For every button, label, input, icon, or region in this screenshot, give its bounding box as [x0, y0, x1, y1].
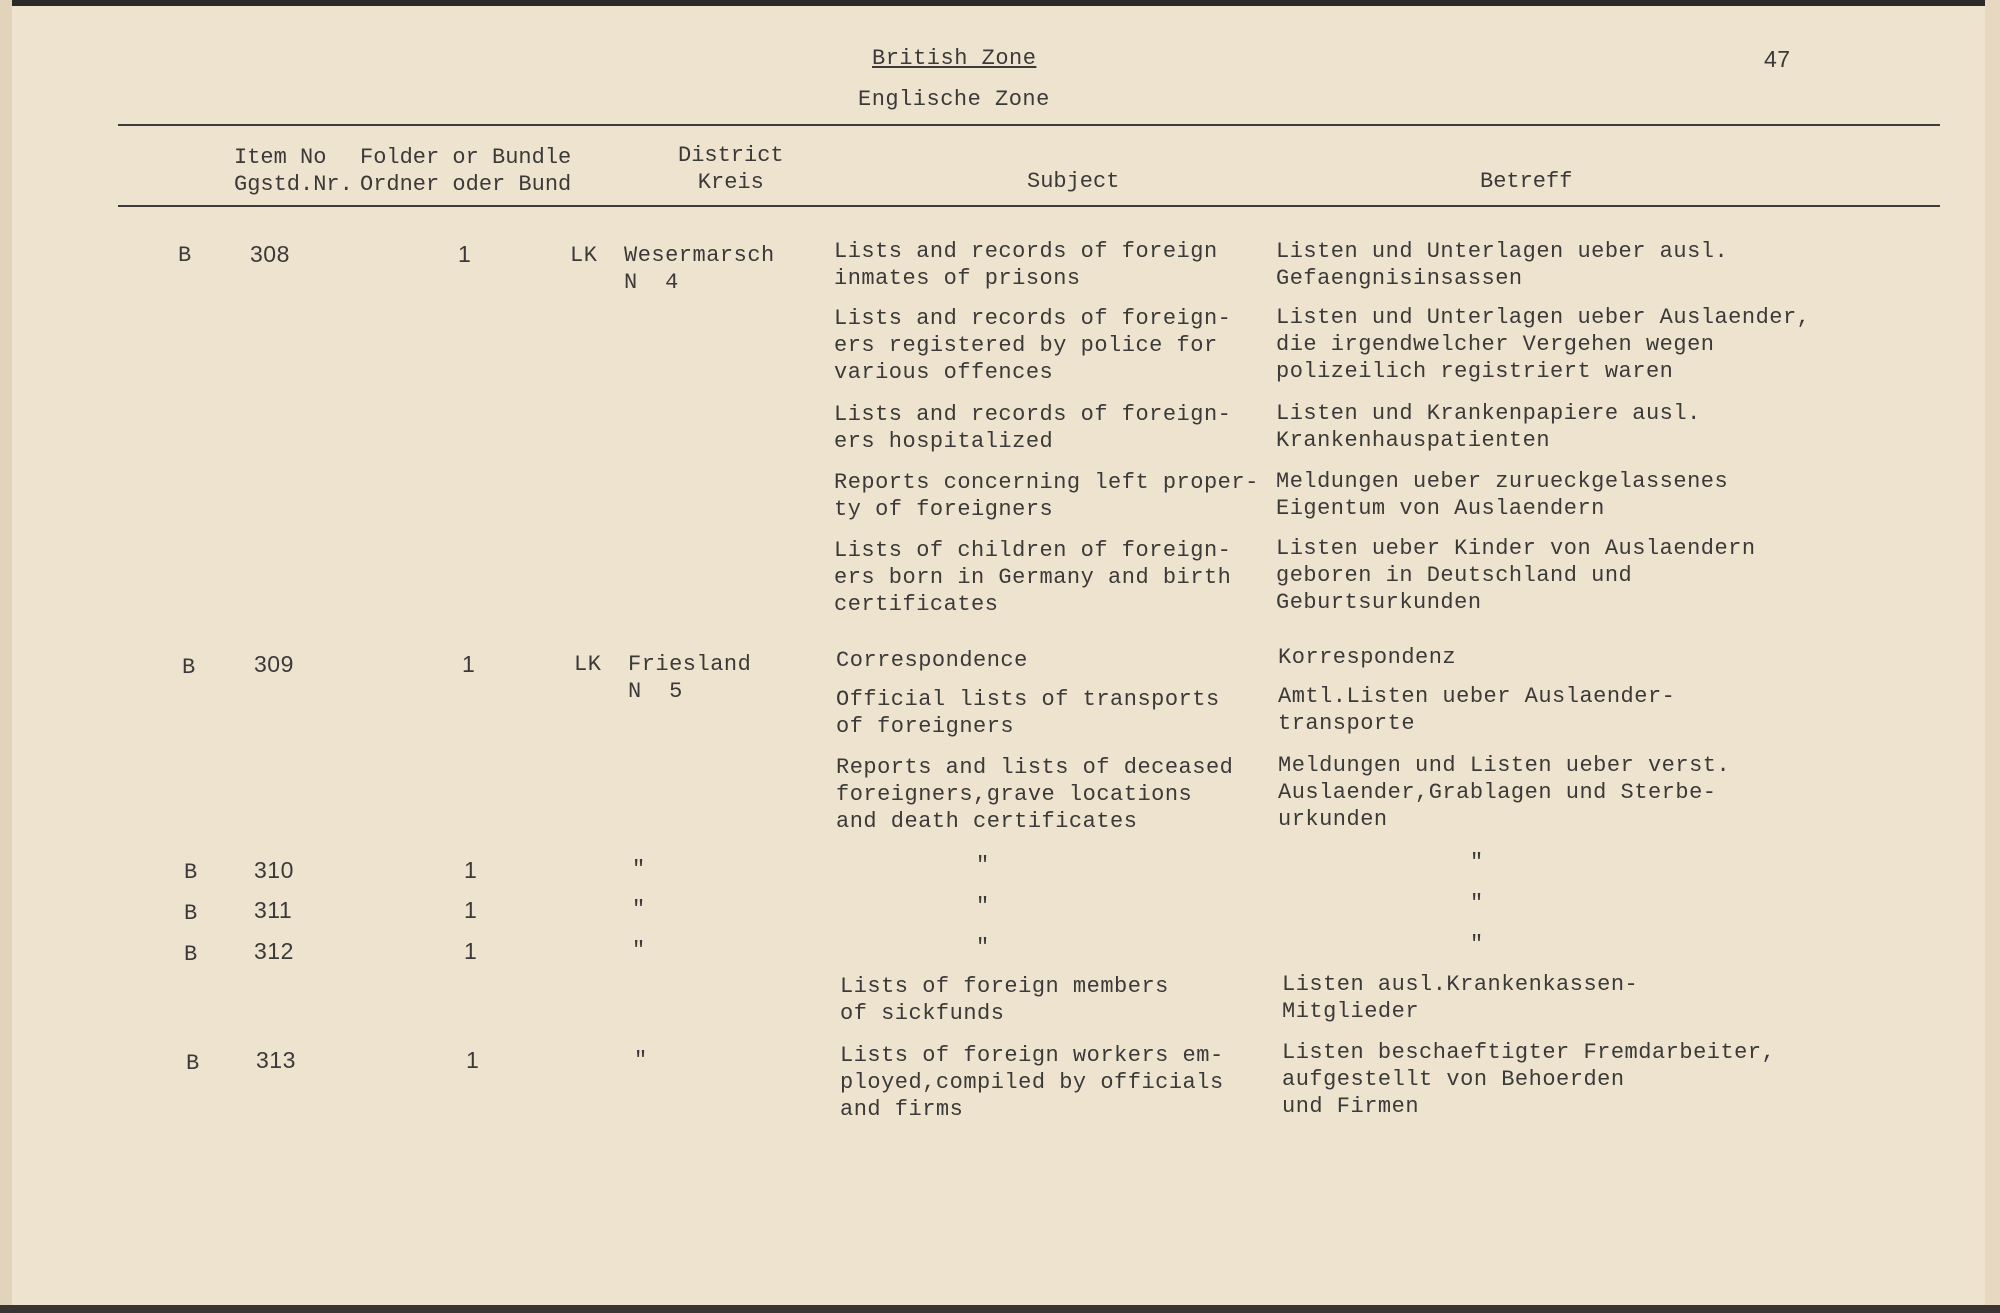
subject-de: Meldungen ueber zurueckgelassenes Eigentum von Auslaendern [1276, 469, 1729, 521]
subject-de: Listen ueber Kinder von Auslaendern geboren in Deutschland und Geburtsurkunden [1276, 536, 1756, 615]
scan-left-edge [0, 0, 12, 1313]
subject-en: Lists and records of foreign inmates of prisons [834, 239, 1218, 291]
subject-de: Listen und Krankenpapiere ausl. Krankenhauspatienten [1276, 401, 1701, 453]
header-folder-bundle: Folder or Bundle Ordner oder Bund [360, 145, 572, 197]
subject-de: Meldungen und Listen ueber verst. Auslaender,Grablagen und Sterbe- urkunden [1278, 753, 1731, 832]
item-number: 313 [256, 1047, 296, 1073]
ditto-mark: " [632, 938, 646, 963]
subject-en: Official lists of transports of foreigners [836, 687, 1220, 739]
subject-en: Lists and records of foreign- ers registered by police for various offences [834, 306, 1232, 385]
ditto-mark: " [976, 894, 990, 919]
folder-count: 1 [462, 651, 476, 677]
subject-en: Lists of children of foreign- ers born in Germany and birth certificates [834, 538, 1232, 617]
ditto-mark: " [1470, 932, 1484, 957]
ditto-mark: " [1470, 891, 1484, 916]
header-district: District Kreis [678, 143, 784, 195]
subject-en: Reports concerning left proper- ty of foreigners [834, 470, 1259, 522]
kreis-type: LK [570, 243, 598, 268]
ditto-mark: " [632, 897, 646, 922]
ditto-mark: " [634, 1048, 648, 1073]
header-subject: Subject [1027, 169, 1120, 194]
subject-de: Listen beschaeftigter Fremdarbeiter, aufgestellt von Behoerden und Firmen [1282, 1040, 1776, 1119]
item-number: 312 [254, 938, 294, 964]
ditto-mark: " [976, 935, 990, 960]
subject-de: Amtl.Listen ueber Auslaender- transporte [1278, 684, 1676, 736]
subject-en: Correspondence [836, 648, 1028, 673]
subject-de: Listen und Unterlagen ueber ausl. Gefaengnisinsassen [1276, 239, 1729, 291]
folder-count: 1 [464, 897, 478, 923]
ditto-mark: " [632, 857, 646, 882]
series-letter: B [186, 1051, 200, 1076]
series-letter: B [184, 860, 198, 885]
page-number: 47 [1764, 46, 1791, 72]
item-number: 308 [250, 241, 290, 267]
subject-en: Lists and records of foreign- ers hospitalized [834, 402, 1232, 454]
ditto-mark: " [1470, 850, 1484, 875]
subject-de: Listen und Unterlagen ueber Auslaender, die irgendwelcher Vergehen wegen polizeilich registriert waren [1276, 305, 1811, 384]
page-title-german: Englische Zone [858, 87, 1050, 112]
folder-count: 1 [466, 1047, 480, 1073]
header-bottom-rule [118, 205, 1940, 207]
header-top-rule [118, 124, 1940, 126]
item-number: 309 [254, 651, 294, 677]
header-item-no: Item No Ggstd.Nr. [234, 145, 353, 197]
series-letter: B [184, 942, 198, 967]
folder-count: 1 [464, 938, 478, 964]
subject-en: Lists of foreign workers em- ployed,compiled by officials and firms [840, 1043, 1224, 1122]
series-letter: B [178, 243, 192, 268]
folder-count: 1 [458, 241, 472, 267]
scan-top-edge [0, 0, 2000, 6]
subject-en: Lists of foreign members of sickfunds [840, 974, 1169, 1026]
kreis-type: LK [574, 652, 602, 677]
series-letter: B [182, 655, 196, 680]
folder-count: 1 [464, 857, 478, 883]
scan-right-edge [1985, 0, 2000, 1313]
subject-en: Reports and lists of deceased foreigners,grave locations and death certificates [836, 755, 1234, 834]
page-title-english: British Zone [872, 46, 1037, 71]
header-betreff: Betreff [1480, 169, 1573, 194]
subject-de: Listen ausl.Krankenkassen- Mitglieder [1282, 972, 1639, 1024]
item-number: 310 [254, 857, 294, 883]
scan-bottom-edge [0, 1305, 2000, 1313]
subject-de: Korrespondenz [1278, 645, 1457, 670]
district-name: Friesland N 5 [628, 652, 752, 704]
ditto-mark: " [976, 853, 990, 878]
item-number: 311 [254, 897, 293, 923]
district-name: Wesermarsch N 4 [624, 243, 775, 295]
series-letter: B [184, 901, 198, 926]
